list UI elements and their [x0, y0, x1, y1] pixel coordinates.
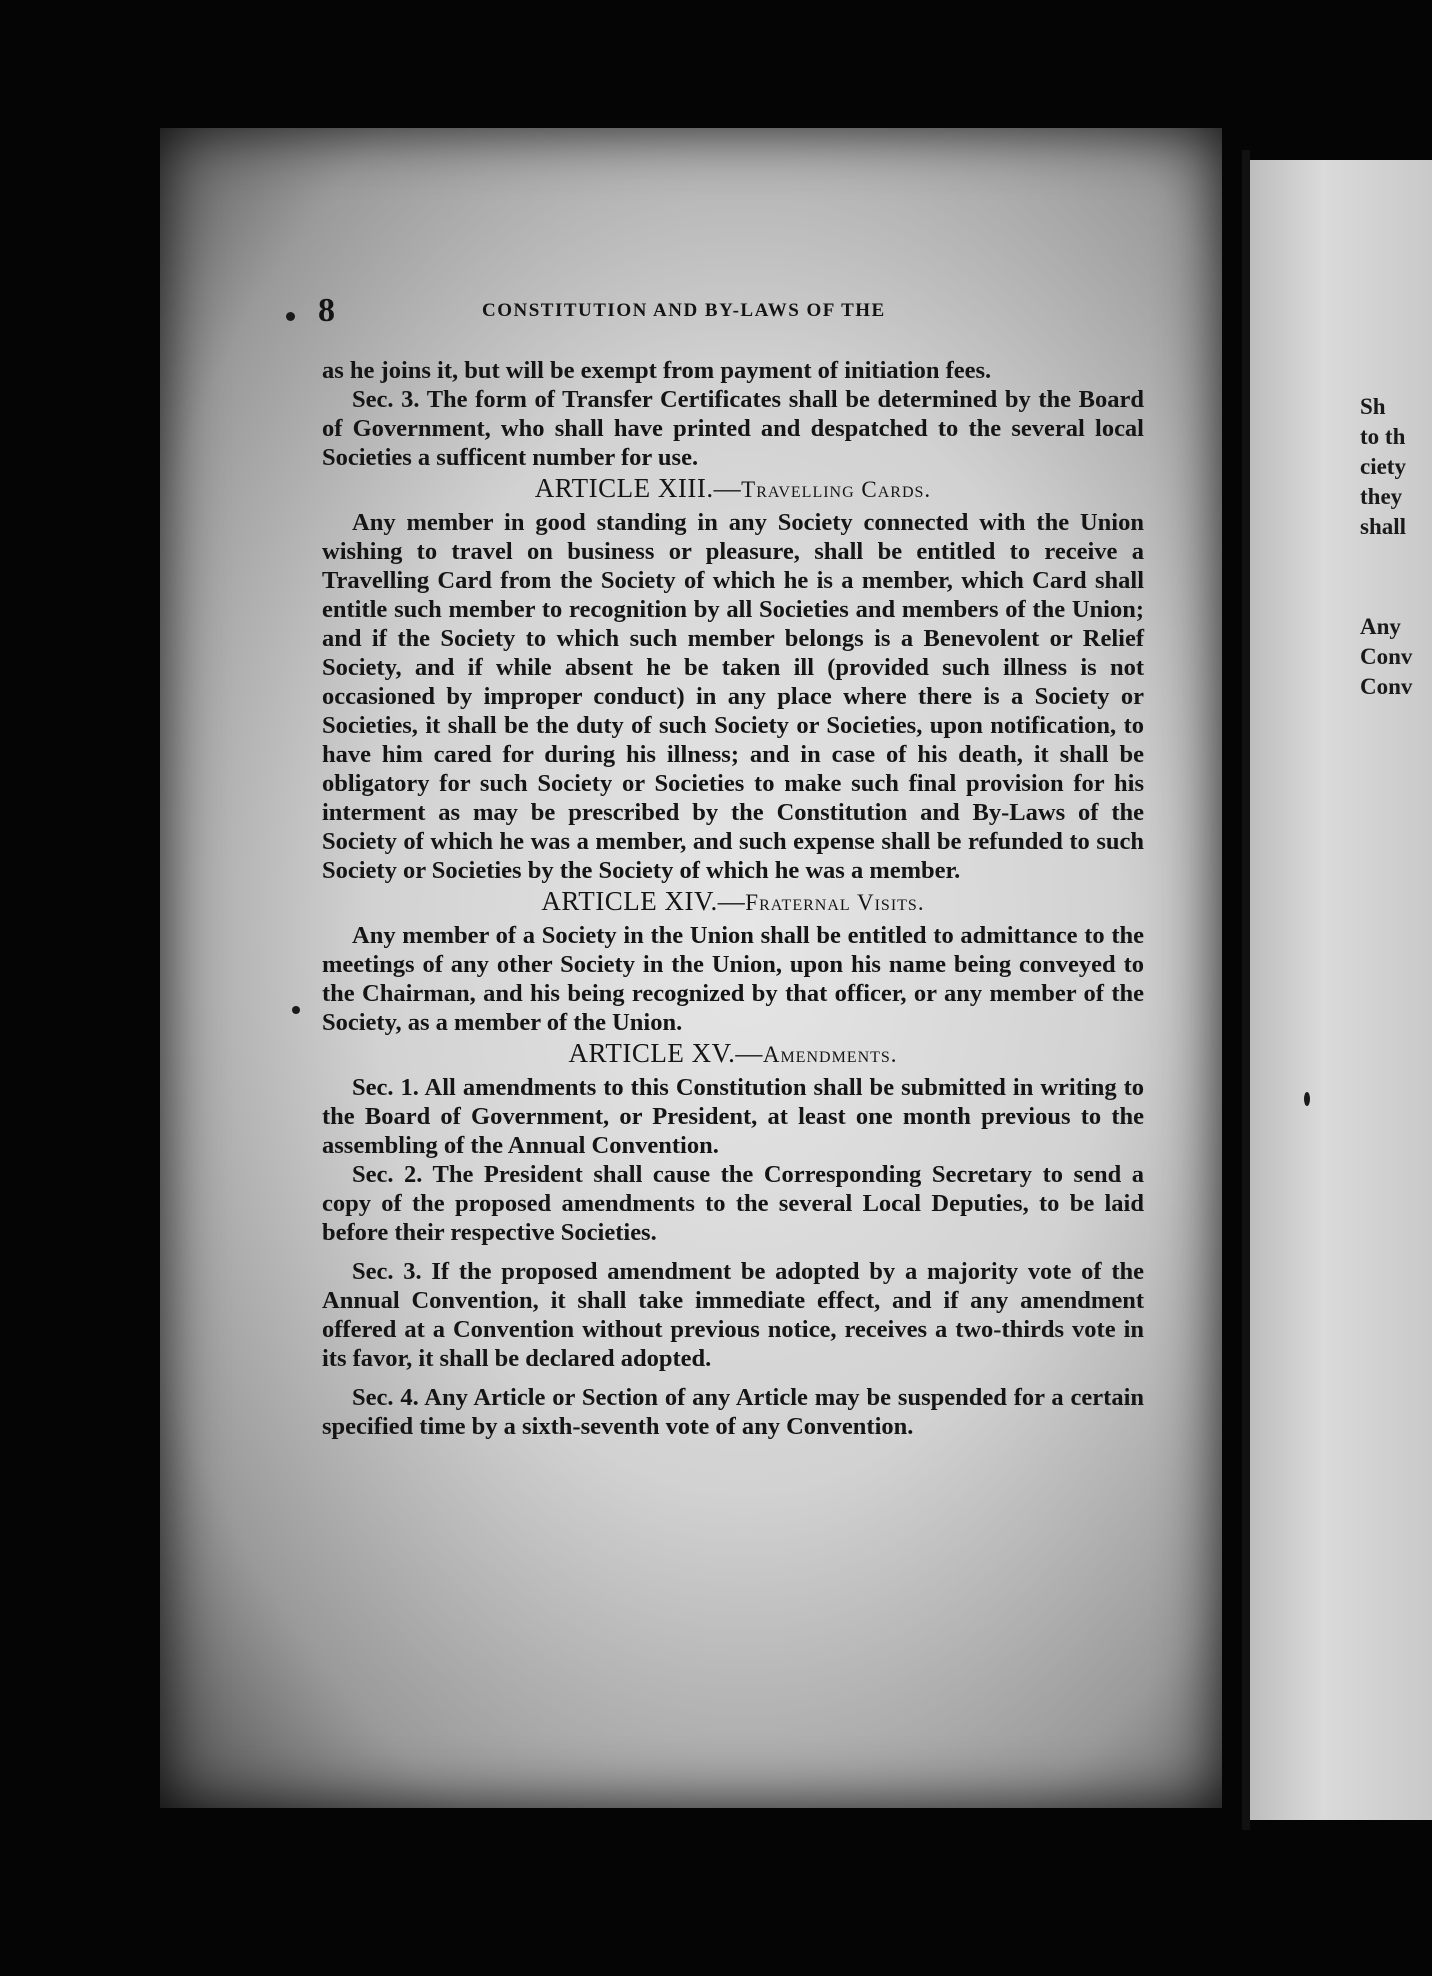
right-line: Any [1360, 614, 1401, 639]
article-13-subtitle: Travelling Cards. [741, 477, 932, 502]
article-14-heading [322, 887, 1144, 917]
page-header [318, 292, 1178, 330]
running-head: CONSTITUTION AND BY-LAWS OF THE [482, 300, 886, 321]
article-15-title: ARTICLE XV.— [568, 1038, 763, 1068]
right-line: Sh [1360, 394, 1386, 419]
right-line: they [1360, 484, 1403, 509]
paragraph-continuation: as he joins it, but will be exempt from payment of initiation fees. [322, 357, 992, 384]
article-15-sec3: Sec. 3. If the proposed amendment be adopted by a majority vote of the Annual Convention, it shall take immediate effect, and if any amendment offered at a Convention without previous notice, receives a two-thirds vote in its favor, it shall be declared adopted. [322, 1258, 1144, 1372]
article-15-heading [322, 1039, 1144, 1069]
article-14-subtitle: Fraternal Visits. [745, 890, 925, 915]
right-line: ciety [1360, 454, 1406, 479]
article-15-sec4: Sec. 4. Any Article or Section of any Article may be suspended for a certain specified time by a sixth-seventh vote of any Convention. [322, 1384, 1144, 1440]
article-13-heading [322, 474, 1144, 504]
article-13-title: ARTICLE XIII.— [534, 473, 742, 503]
article-14-title: ARTICLE XIV.— [541, 886, 746, 916]
right-line: Conv [1360, 644, 1413, 669]
ink-speck [292, 1006, 300, 1014]
article-15-sec1: Sec. 1. All amendments to this Constitution shall be submitted in writing to the Board of Government, or President, at least one month previous to the assembling of the Annual Convention. [322, 1074, 1144, 1159]
ink-speck [1304, 1092, 1310, 1106]
paragraph-sec3-transfer: Sec. 3. The form of Transfer Certificates shall be determined by the Board of Government, who shall have printed and despatched to the several local Societies a sufficent number for use. [322, 386, 1144, 471]
article-15-subtitle: Amendments. [762, 1042, 898, 1067]
right-line: to th [1360, 424, 1406, 449]
page-number: 8 [318, 292, 335, 329]
ink-speck [286, 312, 295, 321]
right-page-text-bottom [1360, 612, 1432, 702]
article-15-sec2: Sec. 2. The President shall cause the Corresponding Secretary to send a copy of the proposed amendments to the several Local Deputies, to be laid before their respective Societies. [322, 1161, 1144, 1246]
article-14-text: Any member of a Society in the Union shall be entitled to admittance to the meetings of any other Society in the Union, upon his name being conveyed to the Chairman, and his being recognized by that officer, or any member of the Society, as a member of the Union. [322, 922, 1144, 1036]
right-page-text-top [1360, 392, 1432, 542]
right-line: shall [1360, 514, 1407, 539]
page-body [322, 356, 1144, 1441]
right-line: Conv [1360, 674, 1413, 699]
page-gutter [1242, 150, 1250, 1830]
article-13-text: Any member in good standing in any Society connected with the Union wishing to travel on business or pleasure, shall be entitled to receive a Travelling Card from the Society of which he is a member, which Card shall entitle such member to recognition by all Societies and members of the Union; and if the Society to which such member belongs is a Benevolent or Relief Society, and if while absent he be taken ill (provided such illness is not occasioned by improper conduct) in any place where there is a Society or Societies, it shall be the duty of such Society or Societies, upon notification, to have him cared for during his illness; and in case of his death, it shall be obligatory for such Society or Societies to make such final provision for his interment as may be prescribed by the Constitution and By-Laws of the Society of which he was a member, and such expense shall be refunded to such Society or Societies by the Society of which he was a member. [322, 509, 1144, 884]
